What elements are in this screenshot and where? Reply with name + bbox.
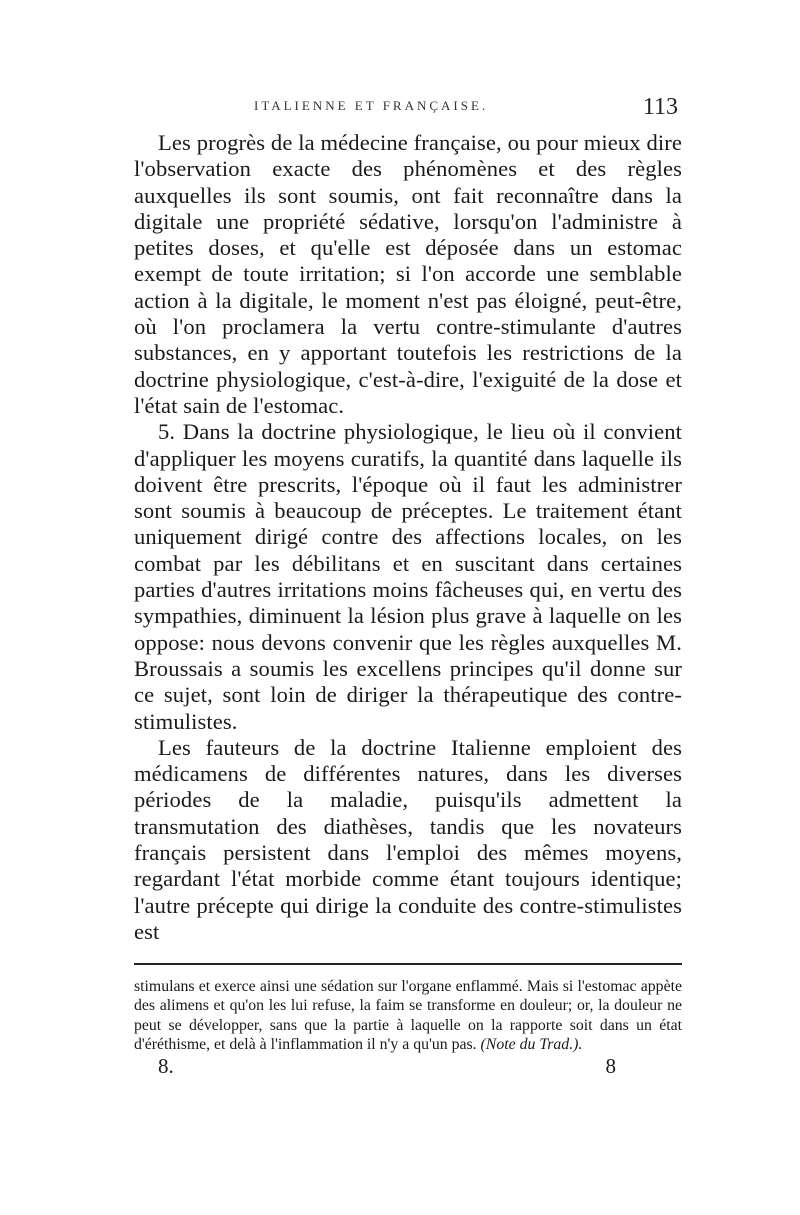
paragraph-2: 5. Dans la doctrine physiologique, le lieu où il convient d'appliquer les moyens curatifs, la quantité dans laquelle ils doivent être prescrits, l'époque où il faut les administrer sont soumis à beaucoup de préceptes. Le traitement étant uniquement dirigé contre des affections locales, on les combat par les débilitans et en suscitant dans certaines parties d'autres irritations moins fâcheuses qui, en vertu des sympathies, diminuent la lésion plus grave à laquelle on les oppose: nous devons convenir que les règles auxquelles M. Broussais a soumis les excellens principes qu'il donne sur ce sujet, sont loin de diriger la thérapeutique des contre-stimulistes. xyxy=(134,419,682,734)
footnote-note-label: (Note du Trad.). xyxy=(480,1035,583,1053)
body-text xyxy=(134,130,682,945)
signature-marks xyxy=(134,1054,682,1084)
paragraph-3: Les fauteurs de la doctrine Italienne emploient des médicamens de différentes natures, dans les diverses périodes de la maladie, puisqu'ils admettent la transmutation des diathèses, tandis que les novateurs français persistent dans l'emploi des mêmes moyens, regardant l'état morbide comme étant toujours identique; l'autre précepte qui dirige la conduite des contre-stimulistes est xyxy=(134,734,682,944)
running-head xyxy=(134,94,682,130)
book-page xyxy=(134,94,682,1084)
paragraph-1: Les progrès de la médecine française, ou pour mieux dire l'observation exacte des phénomènes et des règles auxquelles ils sont soumis, ont fait reconnaître dans la digitale une propriété sédative, lorsqu'on l'administre à petites doses, et qu'elle est déposée dans un estomac exempt de toute irritation; si l'on accorde une semblable action à la digitale, le moment n'est pas éloigné, peut-être, où l'on proclamera la vertu contre-stimulante d'autres substances, en y apportant toutefois les restrictions de la doctrine physiologique, c'est-à-dire, l'exiguité de la dose et l'état sain de l'estomac. xyxy=(134,130,682,418)
footnote-text xyxy=(134,977,682,1054)
page-number: 113 xyxy=(642,94,678,120)
running-title: ITALIENNE ET FRANÇAISE. xyxy=(254,98,489,113)
footnote-body: stimulans et exerce ainsi une sédation sur l'organe enflammé. Mais si l'estomac appète des alimens et qu'on les lui refuse, la faim se transforme en douleur; or, la douleur ne peut se développer, sans que la partie à laquelle on la rapporte soit dans un état d'éréthisme, et delà à l'inflammation il n'y a qu'un pas. xyxy=(134,978,682,1053)
footnote xyxy=(134,977,682,1054)
signature-mark-left: 8. xyxy=(158,1054,174,1079)
footnote-rule xyxy=(134,963,682,965)
signature-mark-right: 8 xyxy=(605,1054,616,1079)
